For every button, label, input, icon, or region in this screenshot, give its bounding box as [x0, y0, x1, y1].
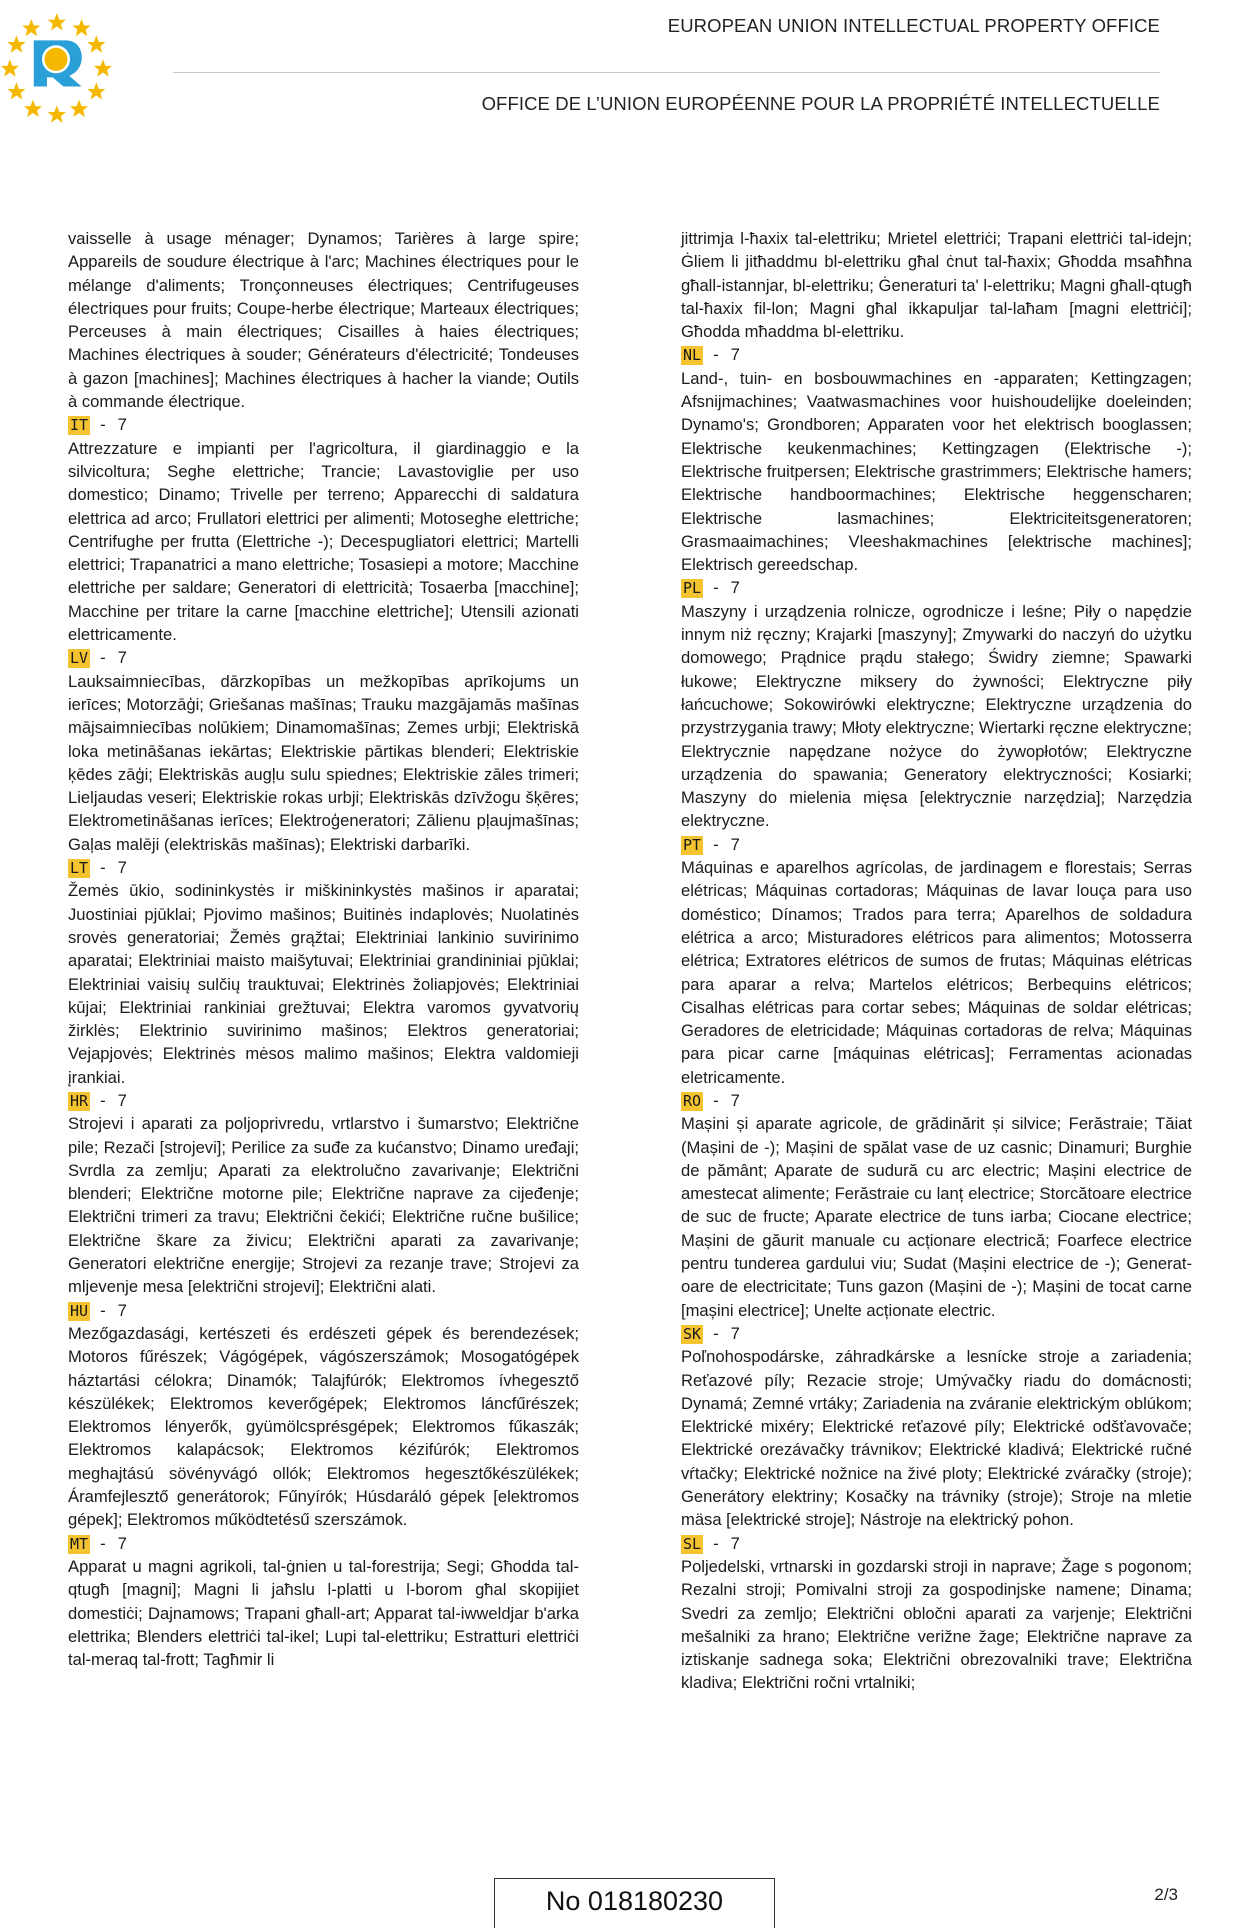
language-section-hr	[68, 1089, 579, 1299]
language-section-sl	[681, 1532, 1192, 1695]
goods-description: Žemės ūkio, sodininkystės ir miškininkystės mašinos ir aparatai; Juostiniai pjūklai; Pjovimo mašinos; Buitinės indaplovės; Nuolatinės srovės generatoriai; Žemės grąžtai; Elektriniai lankinio suvirinimo aparatai; Elektriniai maisto maišytuvai; Elektriniai grandininiai pjūklai; Elektriniai vaisių sulčių trauktuvai; Elektrinės žoliapjovės; Elektriniai kūjai; Elektriniai rankiniai grežtuvai; Elektra varomos gyvatvorių žirklės; Elektrinio suvirinimo mašinos; Elektros generatoriai; Vejapjovės; Elektrinės mėsos malimo mašinos; Elektra valdomieji įrankiai.	[68, 881, 579, 1087]
language-section-ro	[681, 1089, 1192, 1322]
page-indicator: 2/3	[1154, 1885, 1178, 1904]
nice-class-number: 7	[117, 1090, 127, 1110]
language-tag: NL	[683, 346, 702, 365]
language-tag: HR	[70, 1091, 89, 1110]
language-tag: PL	[683, 579, 702, 598]
language-tag: RO	[683, 1091, 702, 1110]
goods-description: Máquinas e aparelhos agrícolas, de jardinagem e florestais; Serras elétricas; Máquinas cortadoras; Máquinas de lavar louça para uso doméstico; Dínamos; Trados para terra; Aparelhos de soldadura elétrica a arco; Misturadores elétricos para alimentos; Motosserra elétrica; Extratores elétricos de sumos de frutas; Máquinas elétricas para aparar a relva; Martelos elétricos; Berbequins elétricos; Cisalhas elétricas para cortar sebes; Máquinas de soldar elétricas; Geradores de eletricidade; Máquinas cortadoras de relva; Máquinas para picar carne [máquinas elétricas]; Ferramentas acionadas eletricamente.	[681, 858, 1192, 1087]
header-divider	[173, 72, 1160, 73]
euipo-logo-icon	[0, 0, 140, 140]
separator: -	[100, 858, 106, 878]
language-tag: HU	[70, 1301, 89, 1320]
separator: -	[713, 834, 719, 854]
nice-class-number: 7	[117, 1533, 127, 1553]
goods-description: Poljedelski, vrtnarski in gozdarski stroji in naprave; Žage s pogonom; Rezalni stroji; Pomivalni stroji za gospodinjske namene; Dinama; Svedri za zemljo; Električni obločni aparati za varjenje; Električni mešalniki za hrano; Električne verižne žage; Električne naprave za iztiskanje sadnega soka; Električni obrezovalniki trave; Električna kladiva; Električni ročni vrtalniki;	[681, 1556, 1192, 1693]
nice-class-number: 7	[117, 1300, 127, 1320]
separator: -	[100, 1533, 106, 1553]
language-section-sk	[681, 1322, 1192, 1532]
goods-description: Land-, tuin- en bosbouwmachines en -apparaten; Kettingzagen; Afsnijmachines; Vaatwasmachines voor huishoudelijke doeleinden; Dynamo's; Grondboren; Apparaten voor het elektrisch booglassen; Elektrische keukenmachines; Kettingzagen (Elektrische -); Elektrische fruitpersen; Elektrische grastrimmers; Elektrische hamers; Elektrische handboormachines; Elektrische heggenscharen; Elektrische lasmachines; Elektriciteitsgeneratoren; Grasmaaimachines; Vleeshakmachines [elektrische machines]; Elektrisch gereedschap.	[681, 368, 1192, 575]
language-tag: LV	[70, 649, 89, 668]
separator: -	[100, 1300, 106, 1320]
separator: -	[100, 1090, 106, 1110]
separator: -	[713, 1533, 719, 1553]
language-tag: PT	[683, 835, 702, 854]
language-section-lt	[68, 856, 579, 1089]
nice-class-number: 7	[117, 648, 127, 668]
office-title-en: EUROPEAN UNION INTELLECTUAL PROPERTY OFFICE	[667, 15, 1160, 36]
goods-description: Lauksaimniecības, dārzkopības un mežkopības aprīkojums un ierīces; Motorzāģi; Griešanas mašīnas; Trauku mazgājamās mašīnas mājsaimniecības nolūkiem; Dinamomašīnas; Zemes urbji; Elektriskā loka metināšanas iekārtas; Elektriskie pārtikas blenderi; Elektriskie ķēdes zāģi; Elektriskās augļu sulu spiednes; Elektriskie zāles trimeri; Lieljaudas veseri; Elektriskie rokas urbji; Elektriskās dzīvžogu šķēres; Elektrometināšanas ierīces; Elektroģeneratori; Zālienu pļaujmašīnas; Gaļas malēji (elektriskās mašīnas); Elektriski darbarīki.	[68, 671, 579, 854]
goods-description: Maszyny i urządzenia rolnicze, ogrodnicze i leśne; Piły o napędzie innym niż ręczny; Krajarki [maszyny]; Zmywarki do naczyń do użytku domowego; Prądnice prądu stałego; Świdry ziemne; Spawarki łukowe; Elektryczne miksery do żywności; Elektryczne piły łańcuchowe; Sokowirówki elektryczne; Elektryczne urządzenia do przystrzygania trawy; Młoty elektryczne; Wiertarki ręczne elektryczne; Elektrycznie napędzane nożyce do żywopłotów; Elektryczne urządzenia do spawania; Generatory elektryczności; Kosiarki; Maszyny do mielenia mięsa [elektrycznie narzędzia]; Narzędzia elektryczne.	[681, 601, 1192, 831]
nice-class-number: 7	[730, 345, 740, 365]
language-tag: IT	[70, 416, 89, 435]
nice-class-number: 7	[730, 834, 740, 854]
separator: -	[713, 345, 719, 365]
goods-description: Strojevi i aparati za poljoprivredu, vrtlarstvo i šumarstvo; Električne pile; Rezači [strojevi]; Perilice za suđe za kućanstvo; Dinamo uređaji; Svrdla za zemlju; Aparati za elektrolučno zavarivanje; Električni blenderi; Električne motorne pile; Električne naprave za cijeđenje; Električni trimeri za travu; Električni čekići; Električne ručne bušilice; Električne škare za živicu; Električni aparati za zavarivanje; Generatori električne energije; Strojevi za rezanje trave; Strojevi za mljevenje mesa [električni strojevi]; Električni alati.	[68, 1114, 579, 1297]
nice-class-number: 7	[117, 415, 127, 435]
left-column	[68, 227, 579, 1671]
goods-description: Attrezzature e impianti per l'agricoltura, il giardinaggio e la silvicoltura; Seghe elettriche; Trancie; Lavastoviglie per uso domestico; Dinamo; Trivelle per terreno; Apparecchi di saldatura elettrica ad arco; Frullatori elettrici per alimenti; Motoseghe elettriche; Centrifughe per frutta (Elettriche -); Decespugliatori elettrici; Martelli elettrici; Trapanatrici a mano elettriche; Tosasiepi a motore; Macchine elettriche per saldare; Generatori di elettricità; Tosaerba [macchine]; Macchine per tritare la carne [macchine elettriche]; Utensili azionati elettricamente.	[68, 438, 579, 645]
language-tag: LT	[70, 859, 89, 878]
separator: -	[713, 1090, 719, 1110]
right-column	[681, 227, 1192, 1695]
nice-class-number: 7	[117, 858, 127, 878]
nice-class-number: 7	[730, 1533, 740, 1553]
separator: -	[100, 648, 106, 668]
goods-description: Mezőgazdasági, kertészeti és erdészeti gépek és berendezések; Motoros fűrészek; Vágógépek, vágószerszámok; Mosogatógépek háztartási célokra; Dinamók; Talajfúrók; Elektromos ívhegesztő készülékek; Elektromos keverőgépek; Elektromos láncfűrészek; Elektromos lényerők, gyümölcsprésgépek; Elektromos fűkaszák; Elektromos kalapácsok; Elektromos kézifúrók; Elektromos meghajtású sövényvágó ollók; Elektromos hegesztőkészülékek; Áramfejlesztő generátorok; Fűnyírók; Húsdaráló gépek [elektromos gépek]; Elektromos működtetésű szerszámok.	[68, 1323, 579, 1530]
language-tag: MT	[70, 1534, 89, 1553]
continuation-text-fr: vaisselle à usage ménager; Dynamos; Tarières à large spire; Appareils de soudure électrique à l'arc; Machines électriques pour le mélange d'aliments; Tronçonneuses électriques; Centrifugeuses électriques pour fruits; Coupe-herbe électrique; Marteaux électriques; Perceuses à main électriques; Cisailles à haies électriques; Machines électriques à souder; Générateurs d'électricité; Tondeuses à gazon [machines]; Machines électriques à hacher la viande; Outils à commande électrique.	[68, 229, 579, 412]
language-section-nl	[681, 343, 1192, 576]
language-section-mt	[68, 1532, 579, 1672]
goods-description: Poľnohospodárske, záhradkárske a lesnícke stroje a zariadenia; Reťazové píly; Rezacie stroje; Umývačky riadu do domácnosti; Dynamá; Zemné vrtáky; Zariadenia na zváranie elektrickým oblúkom; Elektrické mixéry; Elektrické reťazové píly; Elektrické odšťavovače; Elektrické orezávačky trávnikov; Elektrické kladivá; Elektrické ručné vŕtačky; Elektrické nožnice na živé ploty; Elektrické zváračky (stroje); Generátory elektriny; Kosačky na trávniky (stroje); Stroje na mletie mäsa [elektrické stroje]; Nástroje na elektrický pohon.	[681, 1347, 1192, 1530]
goods-description: Apparat u magni agrikoli, tal-ġnien u tal-forestrija; Segi; Għodda tal-qtugħ [magni]; Magni li jaħslu l-platti u l-borom għal skopijiet domestiċi; Dajnamows; Trapani għall-art; Apparat tal-iwweldjar b'arka elettrika; Blenders elettriċi tal-ikel; Lupi tal-elettriku; Estratturi elettriċi tal-meraq tal-frott; Tagħmir li	[68, 1556, 579, 1670]
separator: -	[713, 1323, 719, 1343]
document-number-box: No 018180230	[494, 1878, 775, 1928]
office-title-fr: OFFICE DE L’UNION EUROPÉENNE POUR LA PROPRIÉTÉ INTELLECTUELLE	[481, 93, 1160, 114]
nice-class-number: 7	[730, 1090, 740, 1110]
nice-class-number: 7	[730, 1323, 740, 1343]
language-section-pl	[681, 576, 1192, 832]
language-tag: SK	[683, 1324, 702, 1343]
continuation-text-mt: jittrimja l-ħaxix tal-elettriku; Mrietel elettriċi; Trapani elettriċi tal-idejn; Ġliem li jitħaddmu bl-elettriku għal ċnut tal-ħaxix; Għodda msaħħna għall-istannjar, bl-elettriku; Ġeneraturi ta' l-elettriku; Magni għall-qtugħ tal-ħaxix fil-lon; Magni għal ikkapuljar tal-laħam [magni elettriċi]; Għodda mħaddma bl-elettriku.	[681, 229, 1192, 342]
language-tag: SL	[683, 1534, 702, 1553]
nice-class-number: 7	[730, 578, 740, 598]
language-section-pt	[681, 833, 1192, 1089]
language-section-it	[68, 413, 579, 646]
language-section-hu	[68, 1299, 579, 1532]
language-section-lv	[68, 646, 579, 856]
goods-description: Mașini și aparate agricole, de grădinărit și silvice; Ferăstraie; Tăiat (Mașini de -); Mașini de spălat vase de uz casnic; Dinamuri; Burghie de pământ; Aparate de sudură cu arc electric; Mașini electrice de amestecat alimente; Ferăstraie cu lanț electrice; Storcătoare electrice de suc de fructe; Aparate electrice de tuns iarba; Ciocane electrice; Mașini de găurit manuale cu acționare electrică; Foarfece electrice pentru tunderea gardului viu; Sudat (Mașini electrice de -); Generatoare de electricitate; Tuns gazon (Mașini de -); Mașini de tocat carne [mașini electrice]; Unelte acționate electric.	[681, 1114, 1192, 1320]
separator: -	[713, 578, 719, 598]
separator: -	[100, 415, 106, 435]
